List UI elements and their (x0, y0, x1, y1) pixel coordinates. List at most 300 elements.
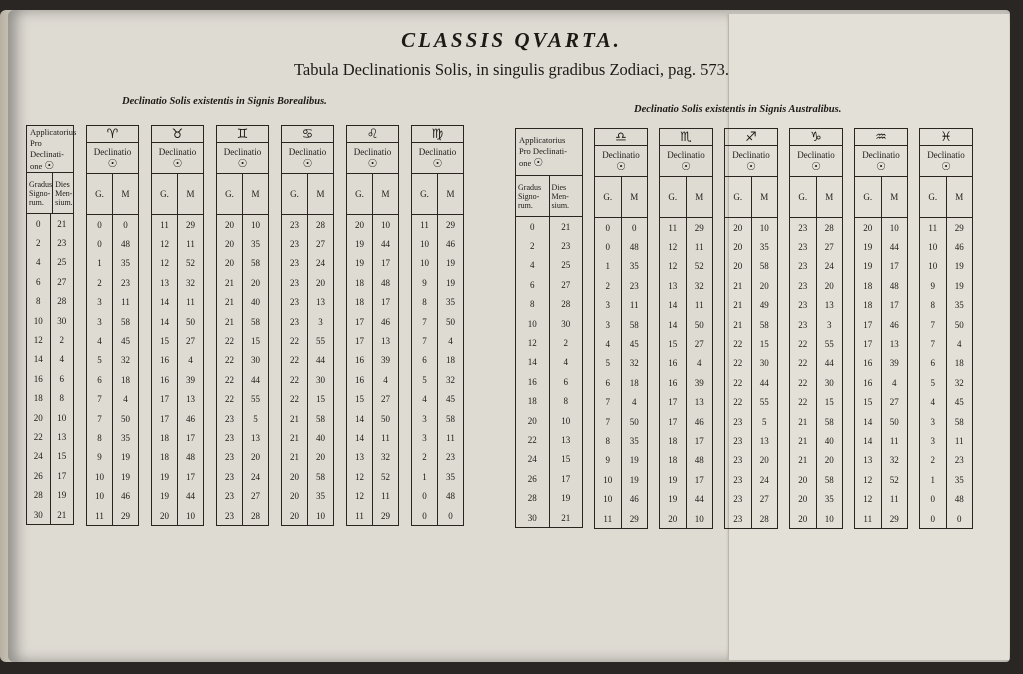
table-row (282, 486, 333, 505)
cell-first: 23 (733, 416, 743, 427)
table-row (27, 350, 73, 369)
cell-first: 7 (605, 397, 610, 408)
cell-first: 0 (605, 222, 610, 233)
cell-first: 11 (420, 219, 429, 230)
cell-second: 21 (549, 217, 583, 236)
cell-second: 13 (177, 390, 203, 409)
table-row (27, 292, 73, 311)
table-row (87, 370, 138, 389)
table-row (217, 370, 268, 389)
minuta-column-label: M (816, 177, 843, 217)
cell-first: 18 (668, 455, 678, 466)
cell-second: 35 (112, 428, 138, 447)
table-row (412, 273, 463, 292)
declinatio-label: Declinatio (797, 150, 835, 160)
gm-subheader (217, 174, 268, 215)
table-row (660, 354, 712, 373)
cell-first: 22 (798, 339, 808, 350)
zodiac-sign-icon: ♌ (347, 126, 398, 143)
sign-column (411, 125, 464, 526)
cell-second: 11 (946, 431, 973, 450)
cell-second: 23 (50, 233, 74, 252)
cell-first: 17 (668, 397, 678, 408)
cell-second: 32 (177, 273, 203, 292)
table-row (855, 237, 907, 256)
cell-first: 20 (668, 513, 678, 524)
cell-second: 45 (621, 334, 648, 353)
cell-first: 12 (160, 239, 169, 250)
cell-second: 0 (621, 218, 648, 237)
cell-first: 13 (355, 452, 364, 463)
cell-second: 19 (946, 257, 973, 276)
cell-first: 18 (668, 435, 678, 446)
cell-first: 18 (527, 396, 537, 407)
table-row (595, 296, 647, 315)
table-row (347, 215, 398, 234)
cell-second: 23 (437, 448, 463, 467)
gradus-label: Gradus Signo-rum. (518, 182, 542, 210)
sun-icon: ☉ (302, 157, 313, 170)
cell-first: 3 (605, 319, 610, 330)
cell-second: 50 (177, 312, 203, 331)
cell-first: 23 (225, 452, 234, 463)
cell-first: 16 (668, 377, 678, 388)
cell-first: 23 (290, 297, 299, 308)
table-row (152, 409, 203, 428)
table-row (920, 296, 972, 315)
cell-first: 15 (355, 394, 364, 405)
cell-first: 8 (36, 296, 41, 307)
table-row (27, 253, 73, 272)
cell-first: 28 (33, 490, 43, 501)
minuta-column-label: M (946, 177, 973, 217)
cell-second: 35 (621, 431, 648, 450)
table-row (217, 293, 268, 312)
declinatio-header (920, 146, 972, 177)
cell-first: 5 (97, 355, 102, 366)
table-row (217, 467, 268, 486)
cell-first: 22 (290, 374, 299, 385)
table-row (217, 234, 268, 253)
gm-subheader (282, 174, 333, 215)
cell-second: 52 (881, 470, 908, 489)
sun-icon: ☉ (432, 157, 443, 170)
cell-first: 8 (930, 300, 935, 311)
cell-second: 30 (549, 314, 583, 333)
table-row (790, 276, 842, 295)
cell-second: 17 (881, 257, 908, 276)
cell-second: 50 (946, 315, 973, 334)
table-row (412, 390, 463, 409)
cell-second: 46 (112, 486, 138, 505)
cell-first: 23 (798, 261, 808, 272)
table-row (516, 275, 582, 294)
cell-first: 30 (527, 512, 537, 523)
cell-second: 50 (881, 412, 908, 431)
cell-second: 32 (112, 351, 138, 370)
table-row (282, 390, 333, 409)
table-row (152, 312, 203, 331)
cell-second: 44 (177, 486, 203, 505)
cell-second: 15 (816, 393, 843, 412)
declinatio-label: Declinatio (223, 147, 262, 157)
table-row (152, 506, 203, 525)
table-row (412, 331, 463, 350)
table-row (87, 428, 138, 447)
table-row (282, 273, 333, 292)
cell-second: 35 (307, 486, 333, 505)
table-row (920, 412, 972, 431)
sign-column (86, 125, 139, 526)
declinatio-header (152, 143, 203, 174)
table-row (516, 430, 582, 449)
table-row (152, 351, 203, 370)
cell-first: 14 (668, 300, 678, 311)
table-row (855, 296, 907, 315)
gm-subheader (920, 177, 972, 218)
cell-first: 28 (527, 493, 537, 504)
table-row (790, 451, 842, 470)
cell-first: 21 (733, 319, 743, 330)
declinatio-header (595, 146, 647, 177)
table-row (412, 428, 463, 447)
table-row (516, 488, 582, 507)
table-row (282, 448, 333, 467)
cell-second: 44 (307, 351, 333, 370)
table-row (217, 312, 268, 331)
gradus-column-label: G. (798, 192, 808, 202)
minuta-column-label: M (621, 177, 648, 217)
cell-first: 22 (225, 394, 234, 405)
table-row (855, 276, 907, 295)
cell-second: 27 (177, 331, 203, 350)
cell-second: 19 (112, 467, 138, 486)
applicator-column (515, 128, 583, 528)
cell-first: 6 (605, 377, 610, 388)
table-row (516, 392, 582, 411)
cell-first: 5 (605, 358, 610, 369)
table-row (516, 314, 582, 333)
cell-second: 2 (549, 333, 583, 352)
gm-subheader (725, 177, 777, 218)
cell-first: 20 (225, 258, 234, 269)
table-row (152, 254, 203, 273)
cell-first: 22 (798, 397, 808, 408)
cell-first: 6 (36, 276, 41, 287)
cell-second: 52 (177, 254, 203, 273)
table-row (412, 486, 463, 505)
table-row (660, 237, 712, 256)
cell-second: 3 (816, 315, 843, 334)
sign-column (919, 128, 973, 529)
zodiac-sign-icon: ♎ (595, 129, 647, 146)
cell-first: 14 (527, 357, 537, 368)
table-row (725, 315, 777, 334)
cell-second: 11 (177, 234, 203, 253)
table-row (516, 256, 582, 275)
table-row (87, 486, 138, 505)
table-row (725, 431, 777, 450)
cell-second: 29 (686, 218, 713, 237)
cell-second: 58 (621, 315, 648, 334)
table-row (347, 273, 398, 292)
gradus-column-label: G. (420, 189, 429, 199)
table-row (920, 237, 972, 256)
table-row (920, 218, 972, 237)
cell-first: 26 (33, 470, 43, 481)
table-row (27, 233, 73, 252)
table-row (282, 467, 333, 486)
cell-second: 29 (177, 215, 203, 234)
table-row (595, 354, 647, 373)
cell-second: 5 (242, 409, 268, 428)
cell-second: 29 (112, 506, 138, 525)
cell-second: 10 (816, 509, 843, 528)
cell-first: 4 (930, 397, 935, 408)
cell-second: 2 (50, 330, 74, 349)
sun-icon: ☉ (107, 157, 118, 170)
table-row (660, 257, 712, 276)
cell-second: 30 (816, 373, 843, 392)
cell-first: 6 (930, 358, 935, 369)
cell-first: 22 (527, 434, 537, 445)
cell-first: 22 (290, 336, 299, 347)
cell-first: 22 (33, 431, 43, 442)
cell-first: 23 (733, 513, 743, 524)
table-row (412, 312, 463, 331)
cell-second: 20 (242, 448, 268, 467)
cell-first: 17 (355, 316, 364, 327)
table-row (282, 312, 333, 331)
table-row (282, 506, 333, 525)
cell-second: 4 (686, 354, 713, 373)
cell-second: 4 (549, 353, 583, 372)
cell-first: 7 (422, 336, 427, 347)
gradus-label: Gradus Signo-rum. (29, 179, 53, 207)
table-row (855, 470, 907, 489)
table-row (920, 509, 972, 528)
cell-first: 18 (355, 277, 364, 288)
cell-second: 29 (621, 509, 648, 528)
cell-second: 17 (549, 469, 583, 488)
cell-first: 21 (290, 432, 299, 443)
cell-first: 11 (160, 219, 169, 230)
cell-second: 45 (112, 331, 138, 350)
table-row (152, 234, 203, 253)
cell-second: 4 (177, 351, 203, 370)
cell-first: 9 (930, 280, 935, 291)
table-row (920, 315, 972, 334)
cell-first: 21 (290, 452, 299, 463)
cell-first: 19 (668, 494, 678, 505)
cell-first: 20 (290, 510, 299, 521)
cell-first: 14 (160, 316, 169, 327)
cell-first: 22 (290, 394, 299, 405)
cell-second: 44 (816, 354, 843, 373)
table-row (152, 467, 203, 486)
table-row (725, 393, 777, 412)
zodiac-sign-icon: ♏ (660, 129, 712, 146)
cell-second: 55 (816, 334, 843, 353)
table-row (660, 393, 712, 412)
cell-first: 23 (225, 432, 234, 443)
table-row (516, 295, 582, 314)
table-row (790, 334, 842, 353)
table-row (595, 509, 647, 528)
cell-first: 12 (863, 474, 873, 485)
cell-first: 21 (733, 280, 743, 291)
cell-first: 12 (668, 242, 678, 253)
cell-first: 11 (95, 510, 104, 521)
cell-first: 5 (422, 374, 427, 385)
table-row (855, 354, 907, 373)
cell-first: 7 (422, 316, 427, 327)
zodiac-sign-icon: ♑ (790, 129, 842, 146)
cell-first: 22 (733, 397, 743, 408)
dies-label: Dies Men-sium. (549, 176, 583, 216)
gradus-column-label: G. (160, 189, 169, 199)
cell-first: 4 (422, 394, 427, 405)
cell-second: 19 (50, 485, 74, 504)
cell-second: 30 (751, 354, 778, 373)
cell-first: 18 (355, 297, 364, 308)
cell-second: 17 (372, 254, 398, 273)
cell-first: 15 (160, 336, 169, 347)
cell-second: 50 (621, 412, 648, 431)
cell-first: 11 (928, 222, 938, 233)
cell-second: 15 (50, 447, 74, 466)
cell-first: 23 (225, 413, 234, 424)
cell-second: 44 (881, 237, 908, 256)
cell-second: 35 (946, 296, 973, 315)
sun-icon: ☉ (616, 160, 626, 173)
cell-second: 11 (621, 296, 648, 315)
cell-second: 46 (372, 312, 398, 331)
cell-second: 24 (751, 470, 778, 489)
cell-second: 20 (307, 448, 333, 467)
cell-first: 18 (863, 300, 873, 311)
table-row (790, 431, 842, 450)
table-row (412, 370, 463, 389)
table-row (660, 489, 712, 508)
table-row (412, 506, 463, 525)
cell-first: 11 (668, 222, 678, 233)
table-row (282, 351, 333, 370)
table-row (282, 370, 333, 389)
cell-second: 58 (242, 254, 268, 273)
cell-first: 6 (530, 279, 535, 290)
table-row (855, 257, 907, 276)
table-row (920, 431, 972, 450)
cell-first: 9 (97, 452, 102, 463)
cell-second: 4 (881, 373, 908, 392)
cell-first: 20 (863, 222, 873, 233)
table-row (855, 489, 907, 508)
cell-second: 32 (686, 276, 713, 295)
cell-second: 17 (177, 428, 203, 447)
cell-first: 7 (97, 394, 102, 405)
table-row (87, 254, 138, 273)
boreal-table (26, 125, 464, 526)
cell-second: 27 (372, 390, 398, 409)
cell-first: 22 (733, 358, 743, 369)
cell-first: 21 (290, 413, 299, 424)
applicator-line1: Applicatorius (519, 135, 566, 145)
page-title: CLASSIS QVARTA. (401, 28, 622, 52)
cell-second: 27 (50, 272, 74, 291)
cell-first: 22 (798, 358, 808, 369)
cell-first: 1 (422, 471, 427, 482)
cell-first: 2 (36, 238, 41, 249)
table-row (217, 351, 268, 370)
cell-second: 20 (751, 276, 778, 295)
cell-second: 46 (177, 409, 203, 428)
cell-second: 40 (816, 431, 843, 450)
cell-second: 6 (549, 372, 583, 391)
cell-second: 11 (372, 428, 398, 447)
cell-second: 44 (242, 370, 268, 389)
cell-first: 10 (420, 239, 429, 250)
cell-first: 18 (160, 432, 169, 443)
cell-first: 13 (863, 455, 873, 466)
cell-first: 14 (160, 297, 169, 308)
cell-first: 20 (355, 219, 364, 230)
cell-first: 16 (355, 355, 364, 366)
cell-first: 8 (605, 435, 610, 446)
table-row (790, 257, 842, 276)
cell-first: 10 (928, 261, 938, 272)
gradus-column-label: G. (290, 189, 299, 199)
table-row (920, 393, 972, 412)
cell-second: 48 (112, 234, 138, 253)
cell-second: 0 (946, 509, 973, 528)
table-row (660, 451, 712, 470)
cell-second: 11 (881, 431, 908, 450)
cell-first: 22 (733, 377, 743, 388)
cell-second: 48 (177, 448, 203, 467)
sign-column (594, 128, 648, 529)
table-row (87, 273, 138, 292)
cell-second: 10 (177, 506, 203, 525)
table-row (920, 334, 972, 353)
cell-second: 48 (621, 237, 648, 256)
cell-second: 50 (372, 409, 398, 428)
table-row (855, 509, 907, 528)
cell-second: 11 (686, 237, 713, 256)
minuta-column-label: M (437, 174, 463, 214)
cell-first: 14 (33, 354, 43, 365)
cell-second: 44 (372, 234, 398, 253)
cell-second: 15 (751, 334, 778, 353)
cell-second: 52 (686, 257, 713, 276)
table-row (282, 428, 333, 447)
sun-icon: ☉ (811, 160, 821, 173)
cell-second: 10 (881, 218, 908, 237)
cell-first: 10 (95, 471, 104, 482)
cell-second: 27 (307, 234, 333, 253)
cell-first: 21 (225, 316, 234, 327)
boreal-caption: Declinatio Solis existentis in Signis Borealibus. (122, 96, 327, 107)
cell-second: 10 (549, 411, 583, 430)
cell-second: 29 (946, 218, 973, 237)
gradus-column-label: G. (355, 189, 364, 199)
minuta-column-label: M (372, 174, 398, 214)
table-row (595, 451, 647, 470)
table-row (87, 331, 138, 350)
cell-first: 16 (527, 376, 537, 387)
cell-second: 13 (50, 427, 74, 446)
zodiac-sign-icon: ♍ (412, 126, 463, 143)
